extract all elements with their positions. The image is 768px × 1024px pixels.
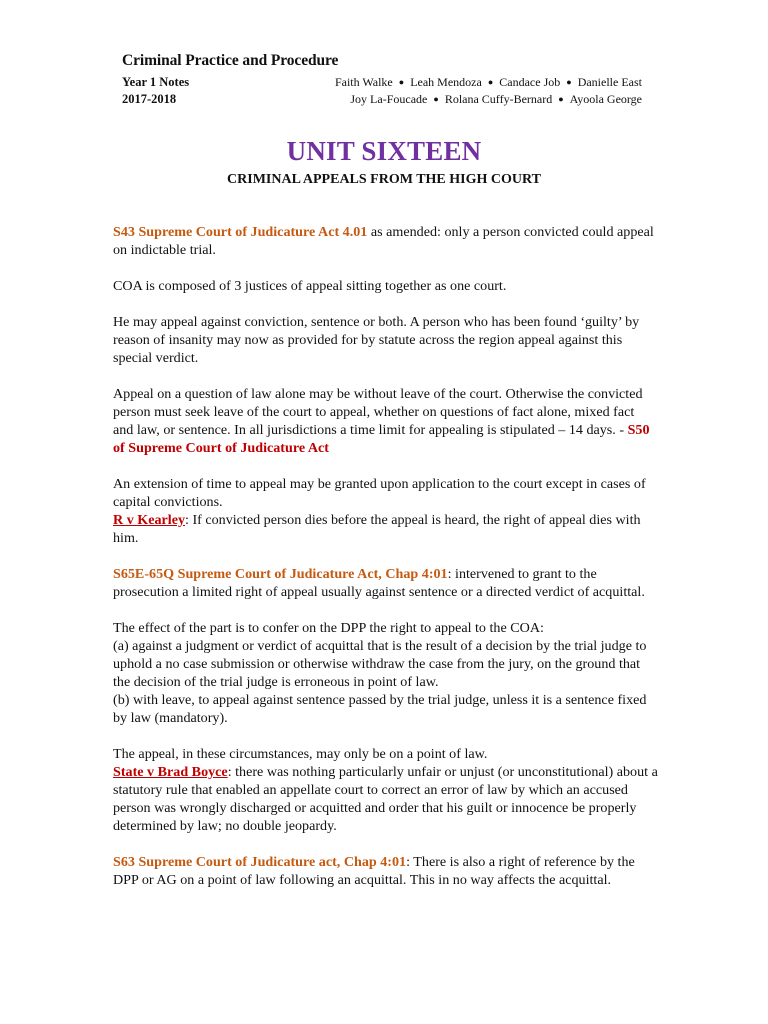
academic-year: 2017-2018 — [122, 92, 177, 106]
paragraph-text: : If convicted person dies before the appeal is heard, the right of appeal dies with him. — [113, 512, 641, 546]
course-title: Criminal Practice and Procedure — [122, 52, 339, 69]
statute-reference: S63 Supreme Court of Judicature act, Chap 4:01 — [113, 854, 407, 870]
authors-line-2 — [350, 92, 642, 107]
paragraph-text: An extension of time to appeal may be granted upon application to the court except in cases of capital convictions. — [113, 476, 646, 510]
author-name: Joy La-Foucade — [350, 92, 428, 106]
paragraph-text: COA is composed of 3 justices of appeal sitting together as one court. — [113, 278, 507, 294]
paragraph-point-of-law — [113, 745, 658, 835]
paragraph-s63 — [113, 853, 658, 889]
bullet-separator: ● — [433, 94, 439, 104]
author-name: Candace Job — [499, 75, 561, 89]
unit-subtitle: CRIMINAL APPEALS FROM THE HIGH COURT — [227, 172, 541, 187]
list-item-a: (a) against a judgment or verdict of acquittal that is the result of a decision by the trial judge to uphold a no case submission or otherwise withdraw the case from the jury, on the ground that the decision of the trial judge is erroneous in point of law. — [113, 638, 647, 690]
statute-reference: S43 Supreme Court of Judicature Act 4.01 — [113, 224, 368, 240]
paragraph-text: : There is also a right of reference by the DPP or AG on a point of law following an acquittal. This in no way affects the acquittal. — [113, 854, 635, 888]
paragraph-text: : there was nothing particularly unfair or unjust (or unconstitutional) about a statutory rule that enabled an appellate court to correct an error of law by which an accused person was wrongly discharged or acquitted and order that his guilt or innocence be properly determined by law; no double jeopardy. — [113, 764, 658, 834]
case-name: State v Brad Boyce — [113, 764, 228, 780]
case-name: R v Kearley — [113, 512, 186, 528]
authors-line-1 — [335, 75, 642, 90]
bullet-separator: ● — [398, 77, 405, 87]
list-item-b: (b) with leave, to appeal against sentence passed by the trial judge, unless it is a sentence fixed by law (mandatory). — [113, 692, 647, 726]
paragraph-text: The effect of the part is to confer on the DPP the right to appeal to the COA: — [113, 620, 544, 636]
author-name: Rolana Cuffy-Bernard — [444, 92, 553, 106]
bullet-separator: ● — [558, 94, 564, 104]
bullet-separator: ● — [487, 77, 494, 87]
statute-reference: S65E-65Q Supreme Court of Judicature Act, Chap 4:01 — [113, 566, 448, 582]
paragraph-s65 — [113, 565, 658, 601]
document-body — [113, 223, 658, 889]
paragraph-dpp-appeal — [113, 619, 658, 727]
author-name: Faith Walke — [334, 75, 393, 89]
bullet-separator: ● — [566, 77, 572, 87]
author-name: Danielle East — [577, 75, 642, 89]
paragraph-extension — [113, 475, 658, 547]
paragraph-leave — [113, 385, 658, 457]
paragraph-text: He may appeal against conviction, sentence or both. A person who has been found ‘guilty’ by reason of insanity may now as provided for by statute across the region appeal against this special verdict. — [113, 314, 640, 366]
year-label: Year 1 Notes — [122, 75, 190, 89]
paragraph-s43 — [113, 223, 658, 259]
paragraph-text: The appeal, in these circumstances, may only be on a point of law. — [113, 746, 488, 762]
paragraph-appeal-grounds — [113, 313, 658, 367]
paragraph-text: as amended: only a person convicted could appeal on indictable trial. — [113, 224, 654, 258]
author-name: Leah Mendoza — [410, 75, 482, 89]
paragraph-text: Appeal on a question of law alone may be without leave of the court. Otherwise the convicted person must seek leave of the court to appeal, whether on questions of fact alone, mixed fact and law, or sentence. In all jurisdictions a time limit for appealing is stipulated – 14 days. - — [113, 386, 643, 438]
unit-title: UNIT SIXTEEN — [286, 136, 482, 166]
author-name: Ayoola George — [569, 92, 642, 106]
statute-reference: S50 of Supreme Court of Judicature Act — [113, 422, 650, 456]
paragraph-text: : intervened to grant to the prosecution a limited right of appeal usually against sentence or a directed verdict of acquittal. — [113, 566, 645, 600]
paragraph-coa — [113, 277, 658, 295]
